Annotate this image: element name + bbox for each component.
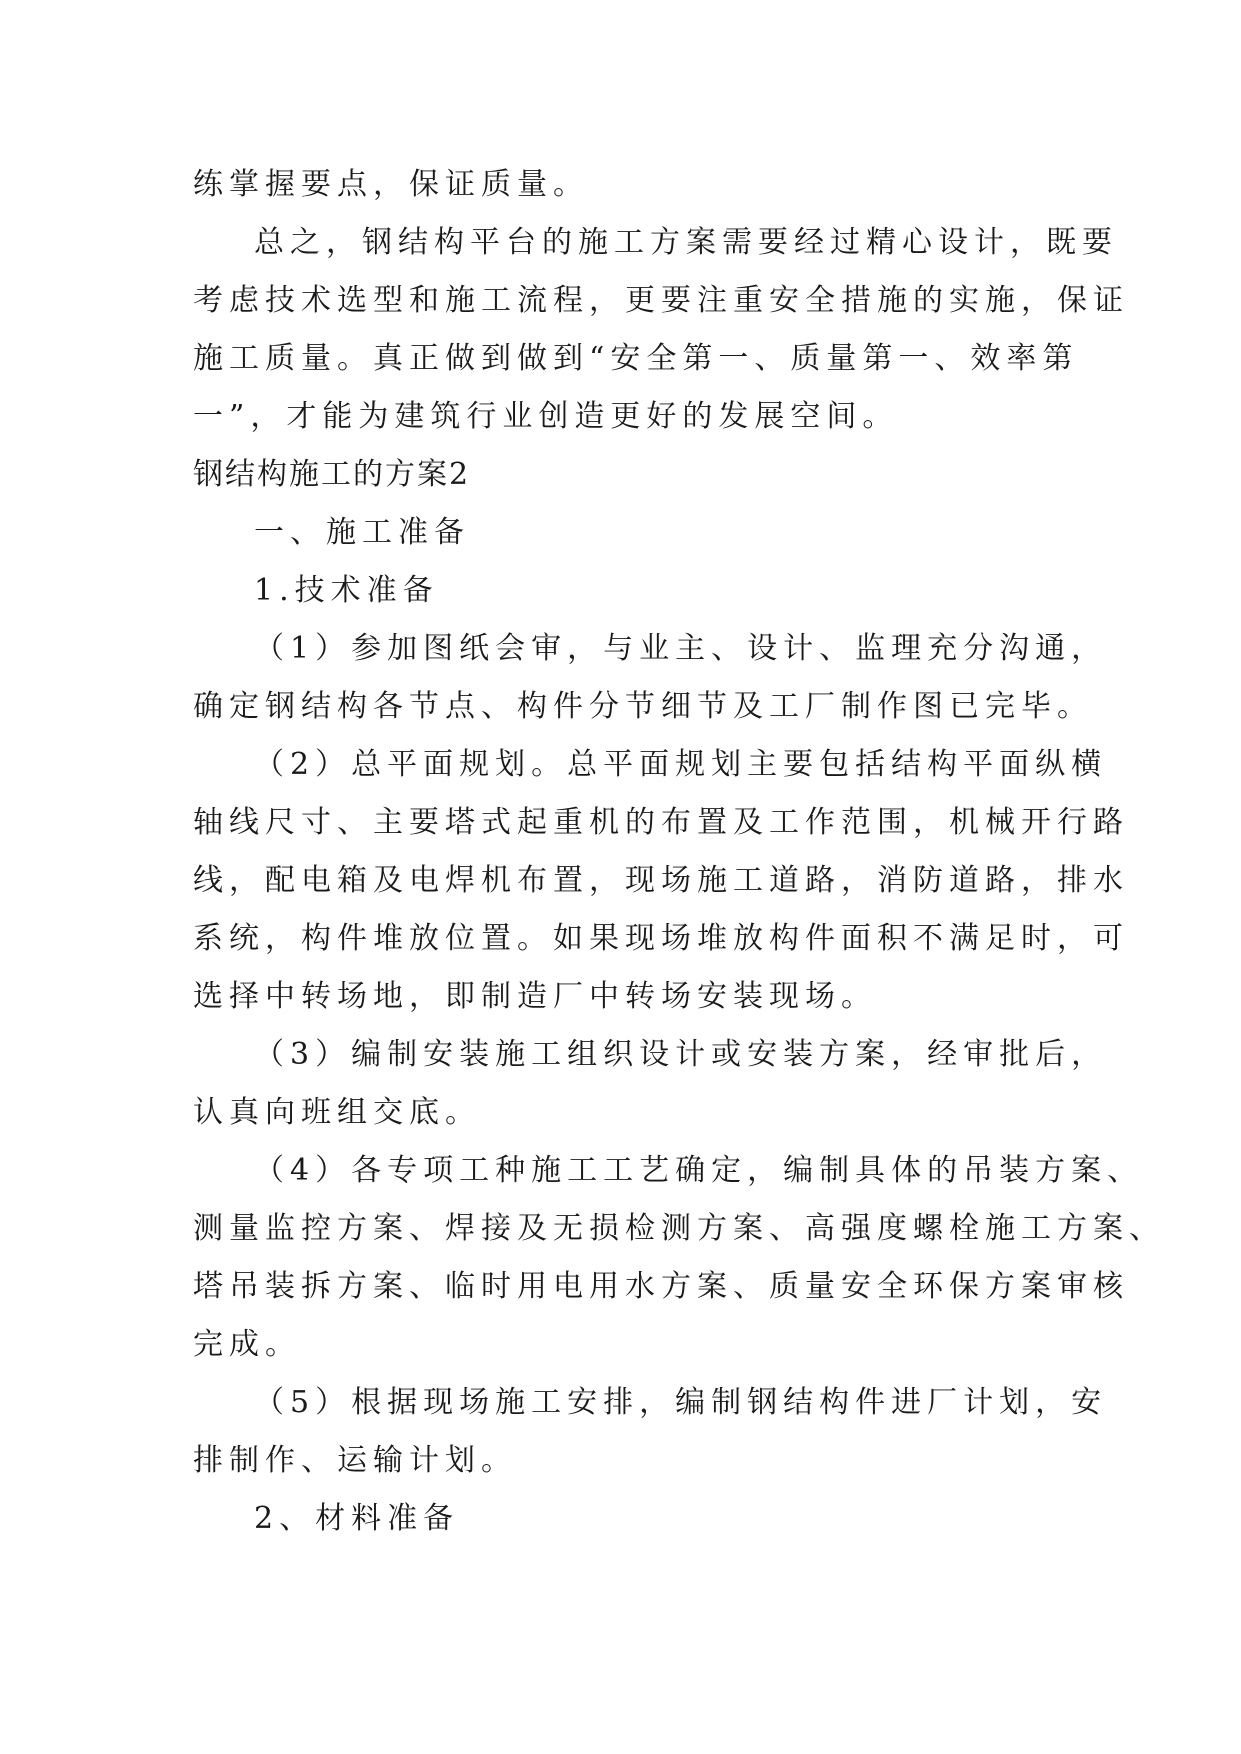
- section-heading: 一、施工准备: [254, 515, 470, 550]
- paragraph-line: （3）编制安装施工组织设计或安装方案，经审批后，: [254, 1037, 1108, 1072]
- paragraph-line: 施工质量。真正做到做到“安全第一、质量第一、效率第: [193, 341, 1079, 376]
- paragraph-line: 完成。: [193, 1327, 301, 1362]
- paragraph-line: 塔吊装拆方案、临时用电用水方案、质量安全环保方案审核: [193, 1269, 1129, 1304]
- document-body: [193, 156, 1165, 1548]
- paragraph-line: 一”，才能为建筑行业创造更好的发展空间。: [193, 399, 899, 434]
- paragraph-line: （4）各专项工种施工工艺确定，编制具体的吊装方案、: [254, 1153, 1144, 1188]
- paragraph-line: 线，配电箱及电焊机布置，现场施工道路，消防道路，排水: [193, 863, 1129, 898]
- paragraph-line: 总之，钢结构平台的施工方案需要经过精心设计，既要: [254, 225, 1118, 260]
- subsection-heading: 2、材料准备: [254, 1501, 460, 1536]
- paragraph-line: 测量监控方案、焊接及无损检测方案、高强度螺栓施工方案、: [193, 1211, 1165, 1246]
- paragraph-line: （5）根据现场施工安排，编制钢结构件进厂计划，安: [254, 1385, 1108, 1420]
- paragraph-line: 轴线尺寸、主要塔式起重机的布置及工作范围，机械开行路: [193, 805, 1129, 840]
- paragraph-line: 选择中转场地，即制造厂中转场安装现场。: [193, 979, 877, 1014]
- paragraph-line: 认真向班组交底。: [193, 1095, 481, 1130]
- paragraph-line: 排制作、运输计划。: [193, 1443, 517, 1478]
- paragraph-line: （1）参加图纸会审，与业主、设计、监理充分沟通，: [254, 631, 1108, 666]
- paragraph-line: （2）总平面规划。总平面规划主要包括结构平面纵横: [254, 747, 1108, 782]
- paragraph-line: 系统，构件堆放位置。如果现场堆放构件面积不满足时，可: [193, 921, 1129, 956]
- subsection-heading: 1.技术准备: [254, 573, 439, 608]
- paragraph-line: 确定钢结构各节点、构件分节细节及工厂制作图已完毕。: [193, 689, 1093, 724]
- paragraph-line: 练掌握要点，保证质量。: [193, 167, 589, 202]
- paragraph-line: 考虑技术选型和施工流程，更要注重安全措施的实施，保证: [193, 283, 1129, 318]
- section-title: 钢结构施工的方案2: [193, 457, 471, 492]
